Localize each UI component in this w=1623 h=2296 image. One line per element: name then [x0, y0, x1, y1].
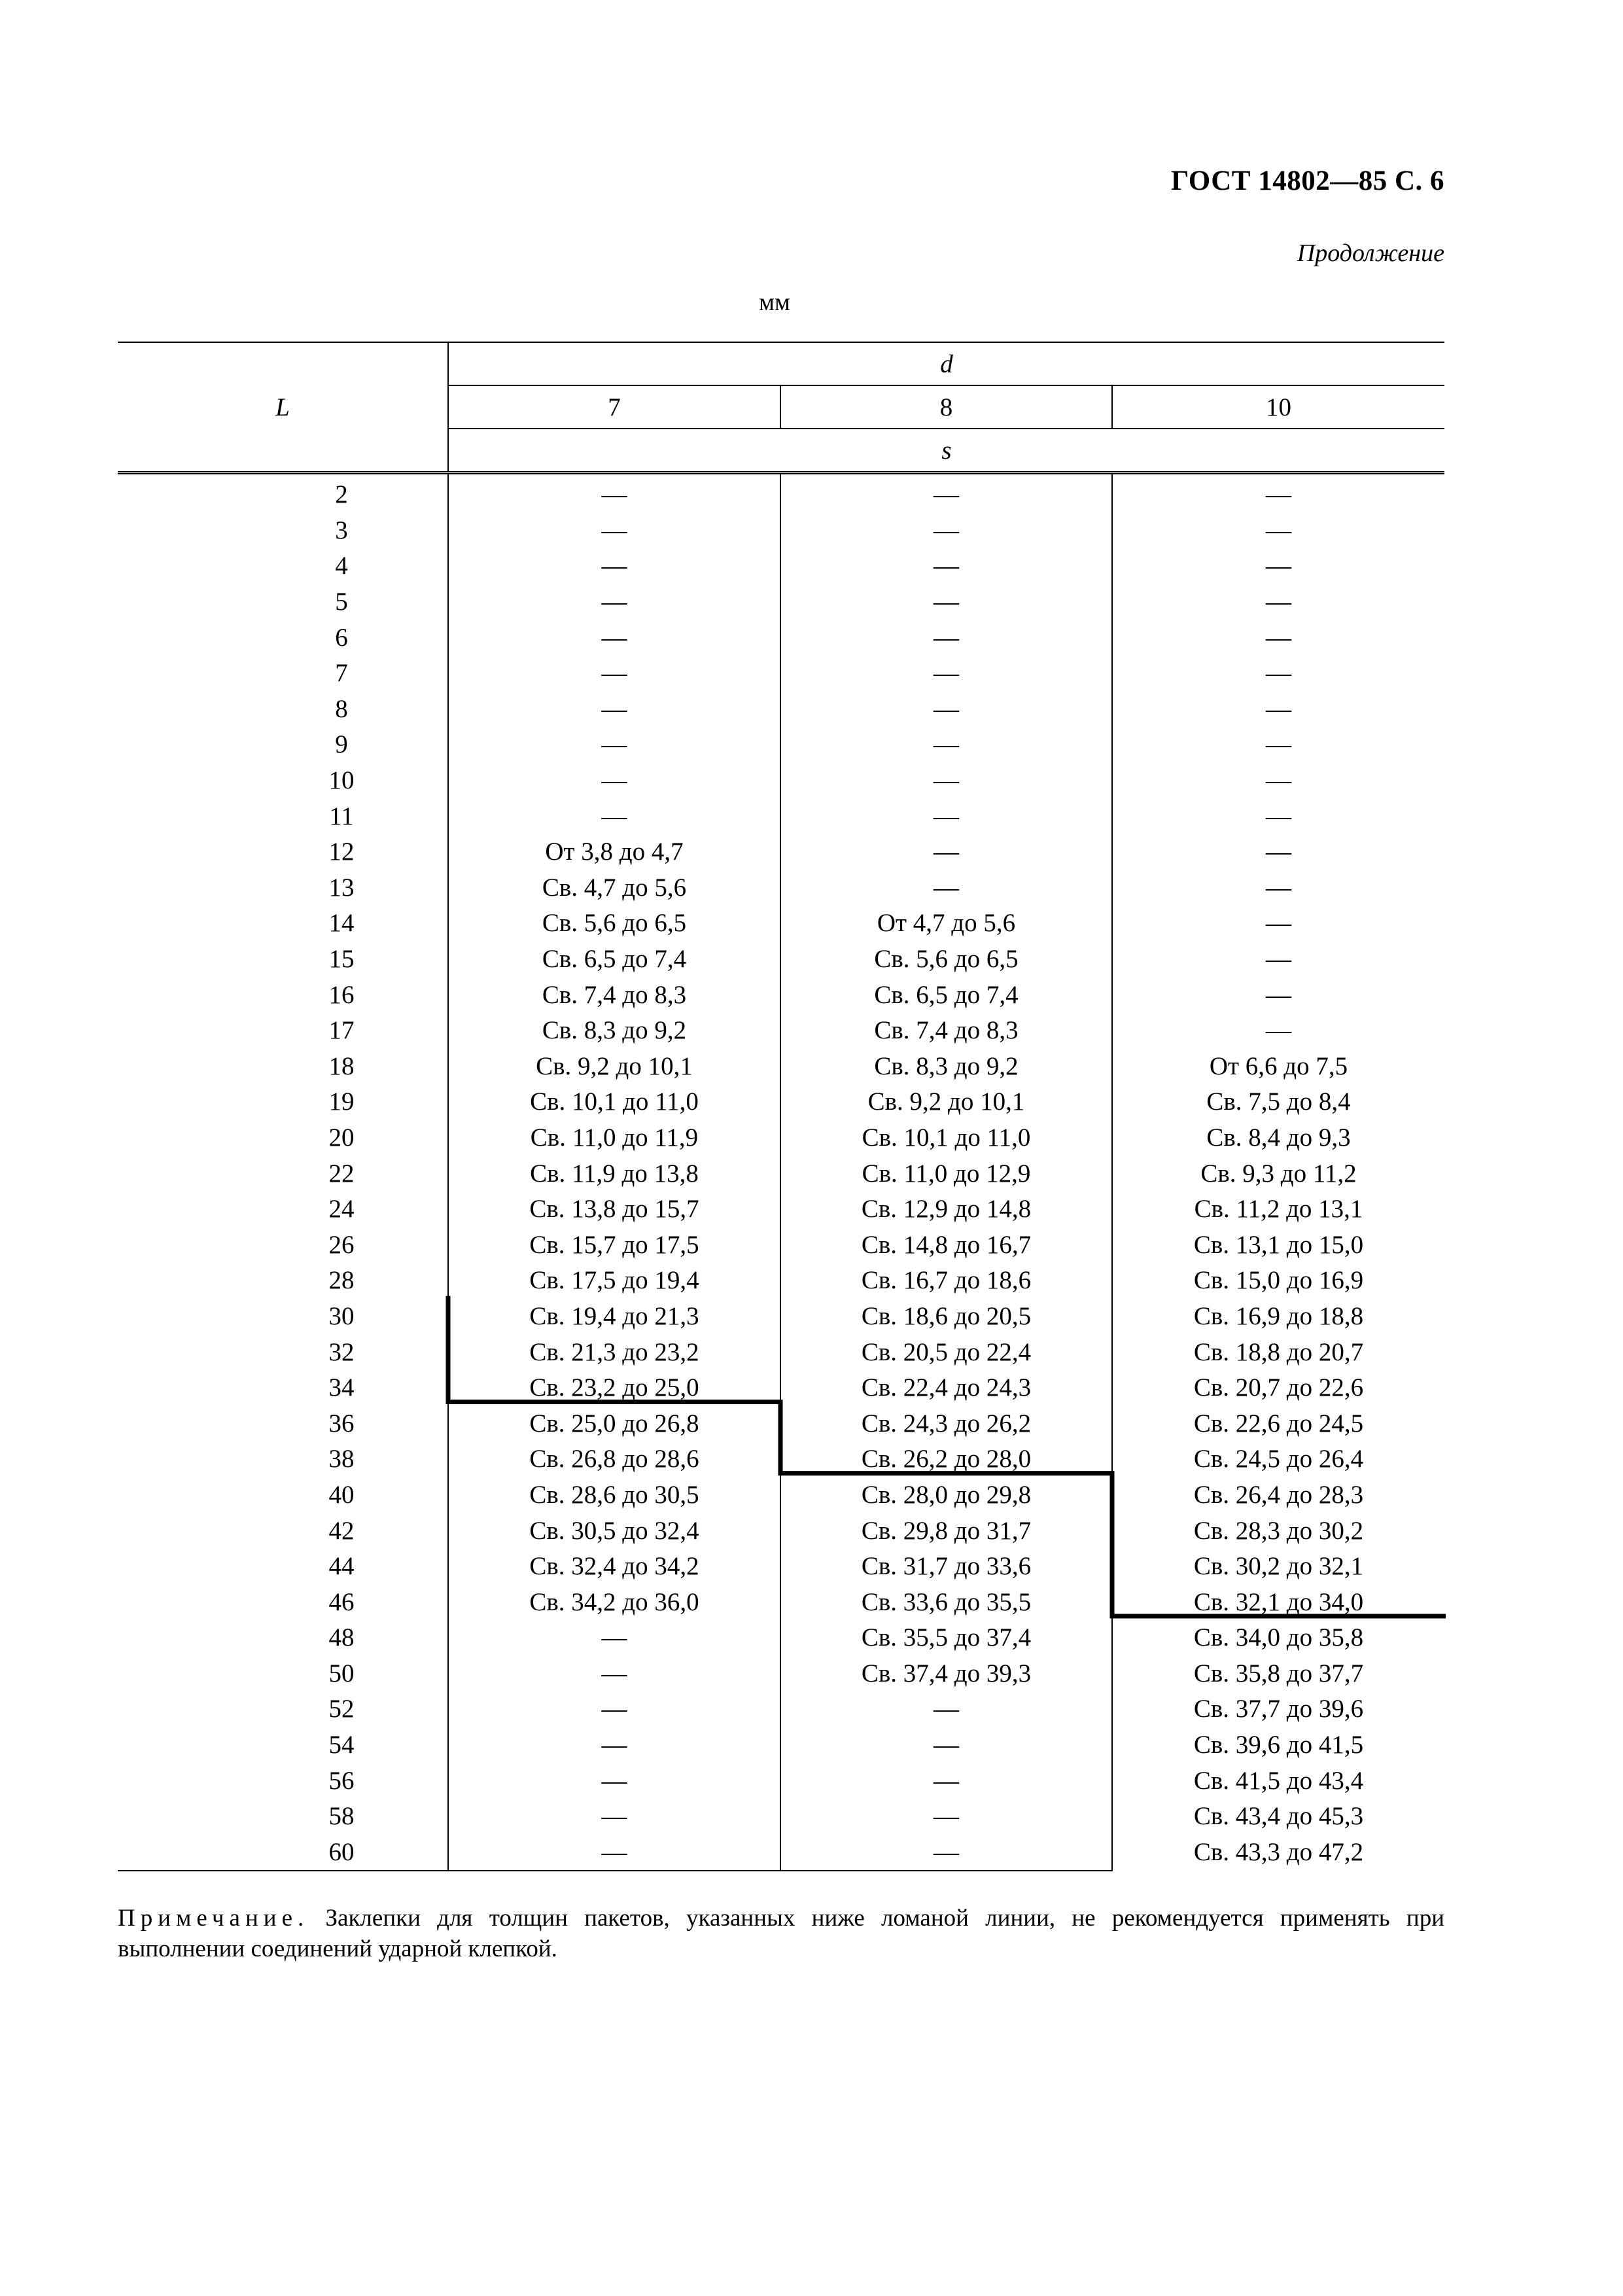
cell-d8: —: [780, 870, 1112, 906]
page-header: ГОСТ 14802—85 С. 6: [1170, 166, 1444, 196]
table-row: [118, 1370, 1444, 1406]
cell-L: 38: [118, 1441, 448, 1477]
header-diameter-10: 10: [1112, 385, 1444, 429]
cell-d10: —: [1266, 909, 1291, 938]
cell-d7: —: [448, 1620, 780, 1656]
cell-L: 44: [118, 1549, 448, 1585]
cell-d10: Св. 30,2 до 32,1: [1193, 1552, 1364, 1581]
cell-d10: —: [1266, 730, 1291, 759]
cell-d8: Св. 26,2 до 28,0: [780, 1441, 1112, 1477]
cell-L: 16: [118, 977, 448, 1013]
cell-d8: От 4,7 до 5,6: [780, 906, 1112, 942]
cell-d8: Св. 24,3 до 26,2: [780, 1405, 1112, 1441]
cell-d7: —: [448, 1727, 780, 1763]
table-row: [118, 870, 1444, 906]
cell-d10: —: [1266, 766, 1291, 795]
cell-d7: Св. 26,8 до 28,6: [448, 1441, 780, 1477]
cell-L: 19: [118, 1084, 448, 1120]
cell-d10: Св. 26,4 до 28,3: [1193, 1480, 1364, 1509]
table-row: [118, 1192, 1444, 1227]
cell-d10: От 6,6 до 7,5: [1209, 1051, 1348, 1080]
cell-d8: —: [780, 692, 1112, 728]
cell-L: 32: [118, 1334, 448, 1370]
cell-d8: Св. 29,8 до 31,7: [780, 1513, 1112, 1549]
table-row: [118, 473, 1444, 513]
table-row: [118, 763, 1444, 799]
cell-d8: Св. 16,7 до 18,6: [780, 1263, 1112, 1299]
cell-d10: Св. 11,2 до 13,1: [1194, 1195, 1363, 1224]
header-L: L: [118, 342, 448, 473]
cell-d8: —: [780, 548, 1112, 584]
cell-d10: Св. 24,5 до 26,4: [1193, 1445, 1364, 1474]
cell-d7: Св. 10,1 до 11,0: [448, 1084, 780, 1120]
cell-d7: Св. 17,5 до 19,4: [448, 1263, 780, 1299]
table-row: [118, 1477, 1444, 1513]
cell-L: 28: [118, 1263, 448, 1299]
table-row: [118, 1120, 1444, 1156]
table-row: [118, 584, 1444, 620]
cell-L: 8: [118, 692, 448, 728]
cell-d8: —: [780, 1763, 1112, 1799]
table-row: [118, 906, 1444, 942]
table-row: [118, 1584, 1444, 1620]
cell-L: 54: [118, 1727, 448, 1763]
cell-L: 10: [118, 763, 448, 799]
cell-L: 4: [118, 548, 448, 584]
cell-d8: Св. 7,4 до 8,3: [780, 1013, 1112, 1049]
header-diameter-7: 7: [448, 385, 780, 429]
cell-d10: —: [1266, 694, 1291, 723]
table-row: [118, 1799, 1444, 1835]
cell-d10: Св. 13,1 до 15,0: [1193, 1230, 1364, 1259]
cell-d8: Св. 11,0 до 12,9: [780, 1156, 1112, 1192]
cell-d10: —: [1266, 838, 1291, 866]
cell-L: 40: [118, 1477, 448, 1513]
cell-d8: —: [780, 473, 1112, 513]
cell-d10: Св. 39,6 до 41,5: [1193, 1731, 1364, 1759]
cell-L: 60: [118, 1835, 448, 1871]
cell-d10: —: [1266, 873, 1291, 902]
cell-L: 6: [118, 620, 448, 656]
cell-d7: —: [448, 727, 780, 763]
table-row: [118, 656, 1444, 692]
cell-d7: Св. 11,9 до 13,8: [448, 1156, 780, 1192]
cell-L: 24: [118, 1192, 448, 1227]
header-s: s: [448, 429, 1444, 473]
cell-L: 11: [118, 798, 448, 834]
cell-d7: Св. 34,2 до 36,0: [448, 1584, 780, 1620]
cell-L: 26: [118, 1227, 448, 1263]
cell-d10: —: [1266, 480, 1291, 509]
cell-L: 30: [118, 1299, 448, 1335]
table-row: [118, 1763, 1444, 1799]
cell-d7: Св. 8,3 до 9,2: [448, 1013, 780, 1049]
cell-d7: —: [448, 584, 780, 620]
cell-d7: Св. 32,4 до 34,2: [448, 1549, 780, 1585]
cell-d7: —: [448, 1763, 780, 1799]
cell-d7: Св. 6,5 до 7,4: [448, 942, 780, 978]
cell-d10: Св. 34,0 до 35,8: [1193, 1623, 1364, 1652]
cell-d10: Св. 8,4 до 9,3: [1206, 1123, 1351, 1152]
table-row: [118, 548, 1444, 584]
cell-d8: —: [780, 798, 1112, 834]
cell-d10: —: [1266, 659, 1291, 688]
cell-d8: —: [780, 834, 1112, 870]
table-row: [118, 1084, 1444, 1120]
cell-d7: Св. 4,7 до 5,6: [448, 870, 780, 906]
table-row: [118, 1835, 1444, 1871]
cell-d8: —: [780, 763, 1112, 799]
cell-d10: Св. 20,7 до 22,6: [1193, 1373, 1364, 1402]
cell-d8: —: [780, 1799, 1112, 1835]
cell-d7: Св. 30,5 до 32,4: [448, 1513, 780, 1549]
cell-d8: —: [780, 1835, 1112, 1871]
table-row: [118, 513, 1444, 549]
table-row: [118, 1727, 1444, 1763]
cell-L: 34: [118, 1370, 448, 1406]
cell-d7: —: [448, 1799, 780, 1835]
cell-d8: Св. 10,1 до 11,0: [780, 1120, 1112, 1156]
cell-d10: Св. 37,7 до 39,6: [1193, 1695, 1364, 1723]
cell-d7: —: [448, 513, 780, 549]
cell-d7: Св. 11,0 до 11,9: [448, 1120, 780, 1156]
cell-d8: Св. 28,0 до 29,8: [780, 1477, 1112, 1513]
table-head: [118, 342, 1444, 473]
cell-L: 20: [118, 1120, 448, 1156]
table-row: [118, 1513, 1444, 1549]
cell-L: 50: [118, 1656, 448, 1692]
table-row: [118, 1441, 1444, 1477]
cell-d10: —: [1266, 516, 1291, 544]
cell-d8: —: [780, 1691, 1112, 1727]
cell-L: 9: [118, 727, 448, 763]
table-row: [118, 977, 1444, 1013]
cell-d10: Св. 32,1 до 34,0: [1193, 1587, 1364, 1616]
cell-d7: —: [448, 1691, 780, 1727]
cell-d7: —: [448, 1656, 780, 1692]
cell-d7: Св. 19,4 до 21,3: [448, 1299, 780, 1335]
cell-L: 58: [118, 1799, 448, 1835]
cell-d10: —: [1266, 1016, 1291, 1045]
continuation-label: Продолжение: [1297, 239, 1444, 267]
cell-d8: Св. 35,5 до 37,4: [780, 1620, 1112, 1656]
cell-d10: Св. 43,3 до 47,2: [1193, 1838, 1364, 1867]
table-row: [118, 1620, 1444, 1656]
cell-d10: Св. 22,6 до 24,5: [1193, 1409, 1364, 1438]
cell-d7: Св. 5,6 до 6,5: [448, 906, 780, 942]
cell-d7: —: [448, 763, 780, 799]
cell-d10: —: [1266, 980, 1291, 1009]
cell-d7: Св. 13,8 до 15,7: [448, 1192, 780, 1227]
cell-L: 42: [118, 1513, 448, 1549]
cell-d8: Св. 5,6 до 6,5: [780, 942, 1112, 978]
table-body: [118, 473, 1444, 1871]
cell-d8: Св. 22,4 до 24,3: [780, 1370, 1112, 1406]
cell-d10: —: [1266, 552, 1291, 580]
cell-d8: Св. 37,4 до 39,3: [780, 1656, 1112, 1692]
cell-d8: —: [780, 620, 1112, 656]
cell-d8: —: [780, 727, 1112, 763]
cell-L: 5: [118, 584, 448, 620]
cell-L: 14: [118, 906, 448, 942]
header-d: d: [448, 342, 1444, 385]
header-diameter-8: 8: [780, 385, 1112, 429]
cell-L: 2: [118, 473, 448, 513]
table-row: [118, 1156, 1444, 1192]
table-row: [118, 1549, 1444, 1585]
cell-d7: —: [448, 692, 780, 728]
cell-d7: —: [448, 656, 780, 692]
note-text: Заклепки для толщин пакетов, указанных ниже ломаной линии, не рекомендуется применять при выполнении соединений ударной клепкой.: [118, 1905, 1444, 1962]
table-row: [118, 1013, 1444, 1049]
cell-L: 3: [118, 513, 448, 549]
cell-d10: Св. 7,5 до 8,4: [1206, 1087, 1351, 1116]
cell-d8: —: [780, 513, 1112, 549]
table-row: [118, 1405, 1444, 1441]
note-label: Примечание.: [118, 1905, 309, 1932]
cell-d10: Св. 43,4 до 45,3: [1193, 1802, 1364, 1831]
cell-d7: —: [448, 798, 780, 834]
cell-d8: —: [780, 656, 1112, 692]
cell-d8: —: [780, 1727, 1112, 1763]
cell-d7: Св. 7,4 до 8,3: [448, 977, 780, 1013]
table-row: [118, 1227, 1444, 1263]
cell-L: 17: [118, 1013, 448, 1049]
cell-d10: Св. 15,0 до 16,9: [1193, 1266, 1364, 1295]
cell-L: 13: [118, 870, 448, 906]
cell-d10: Св. 35,8 до 37,7: [1193, 1659, 1364, 1687]
table-row: [118, 1299, 1444, 1335]
cell-d8: Св. 14,8 до 16,7: [780, 1227, 1112, 1263]
table-row: [118, 620, 1444, 656]
cell-d7: Св. 23,2 до 25,0: [448, 1370, 780, 1406]
table-row: [118, 942, 1444, 978]
cell-d8: Св. 8,3 до 9,2: [780, 1049, 1112, 1085]
cell-d7: Св. 25,0 до 26,8: [448, 1405, 780, 1441]
cell-d7: Св. 9,2 до 10,1: [448, 1049, 780, 1085]
cell-d8: Св. 18,6 до 20,5: [780, 1299, 1112, 1335]
cell-d7: Св. 15,7 до 17,5: [448, 1227, 780, 1263]
cell-d8: Св. 12,9 до 14,8: [780, 1192, 1112, 1227]
cell-L: 46: [118, 1584, 448, 1620]
cell-d10: Св. 18,8 до 20,7: [1193, 1337, 1364, 1366]
cell-d10: —: [1266, 802, 1291, 830]
cell-d8: Св. 20,5 до 22,4: [780, 1334, 1112, 1370]
cell-L: 12: [118, 834, 448, 870]
cell-d7: —: [448, 620, 780, 656]
cell-d7: Св. 21,3 до 23,2: [448, 1334, 780, 1370]
cell-L: 52: [118, 1691, 448, 1727]
cell-L: 7: [118, 656, 448, 692]
cell-d10: Св. 28,3 до 30,2: [1193, 1516, 1364, 1545]
cell-d7: —: [448, 548, 780, 584]
cell-d10: —: [1266, 588, 1291, 616]
rivet-table-wrap: [118, 342, 1444, 1871]
cell-L: 48: [118, 1620, 448, 1656]
cell-d8: Св. 33,6 до 35,5: [780, 1584, 1112, 1620]
cell-d10: Св. 16,9 до 18,8: [1193, 1301, 1364, 1330]
cell-d7: —: [448, 473, 780, 513]
table-note: [118, 1903, 1444, 1964]
cell-d7: Св. 28,6 до 30,5: [448, 1477, 780, 1513]
cell-d10: —: [1266, 623, 1291, 652]
cell-d8: —: [780, 584, 1112, 620]
cell-d10: —: [1266, 945, 1291, 974]
cell-L: 36: [118, 1405, 448, 1441]
table-row: [118, 692, 1444, 728]
cell-d8: Св. 6,5 до 7,4: [780, 977, 1112, 1013]
cell-d8: Св. 9,2 до 10,1: [780, 1084, 1112, 1120]
table-row: [118, 1049, 1444, 1085]
cell-L: 56: [118, 1763, 448, 1799]
table-row: [118, 834, 1444, 870]
table-row: [118, 1334, 1444, 1370]
table-row: [118, 798, 1444, 834]
table-row: [118, 1656, 1444, 1692]
table-row: [118, 727, 1444, 763]
cell-L: 22: [118, 1156, 448, 1192]
cell-d7: —: [448, 1835, 780, 1871]
cell-L: 15: [118, 942, 448, 978]
table-row: [118, 1263, 1444, 1299]
rivet-thickness-table: [118, 342, 1444, 1871]
cell-d10: Св. 41,5 до 43,4: [1193, 1766, 1364, 1795]
cell-L: 18: [118, 1049, 448, 1085]
cell-d7: От 3,8 до 4,7: [448, 834, 780, 870]
units-label: мм: [759, 289, 791, 316]
cell-d10: Св. 9,3 до 11,2: [1200, 1159, 1357, 1188]
table-row: [118, 1691, 1444, 1727]
cell-d8: Св. 31,7 до 33,6: [780, 1549, 1112, 1585]
